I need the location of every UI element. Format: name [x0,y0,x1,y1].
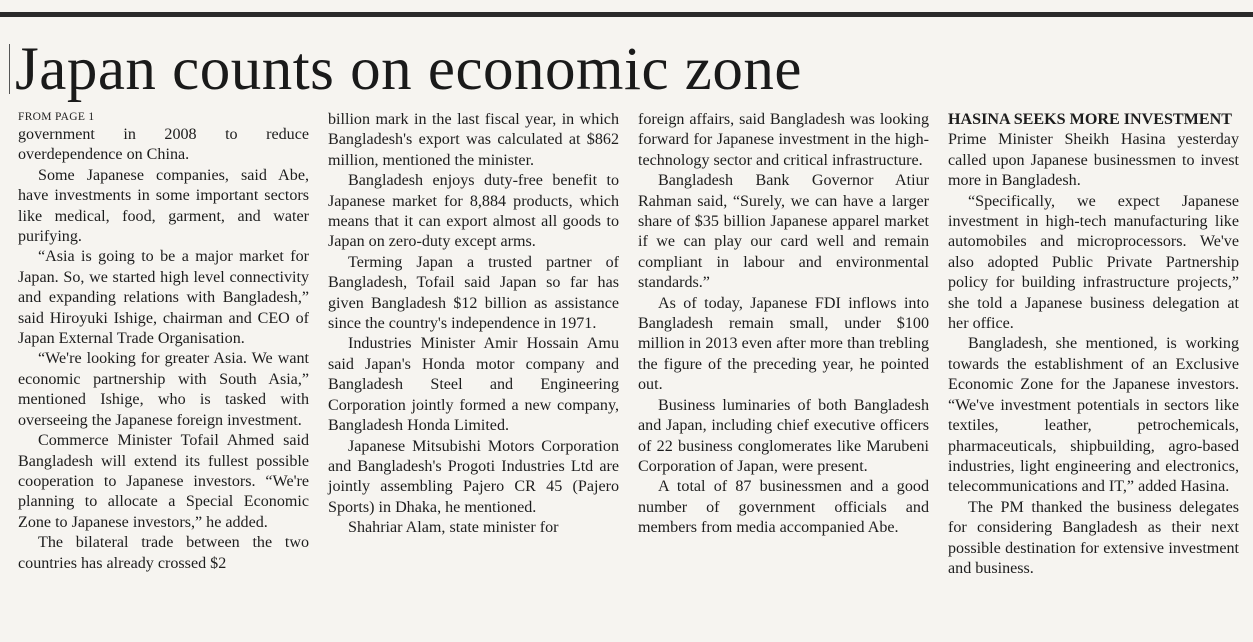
headline: Japan counts on economic zone [15,36,802,103]
paragraph: As of today, Japanese FDI inflows into Bangladesh remain small, under $100 million in 2013 even after more than trebling the figure of the preceding year, he pointed out. [638,294,929,394]
paragraph: “Asia is going to be a major market for Japan. So, we started high level connectivity and expanding relations with Bangladesh,” said Hiroyuki Ishige, chairman and CEO of Japan External Trade Organisation. [18,248,309,348]
headline-side-rule [9,44,10,94]
column-1 [18,110,309,574]
section-subhead: HASINA SEEKS MORE INVESTMENT [948,111,1232,128]
column-4 [948,110,1239,579]
paragraph: Bangladesh, she mentioned, is working towards the establishment of an Exclusive Economic Zone for the Japanese investors. “We've investment potentials in sectors like textiles, leather, petrochemicals, pharmaceuticals, shipbuilding, agro-based industries, light engineering and electronics, telecommunications and IT,” added Hasina. [948,335,1239,496]
paragraph: A total of 87 businessmen and a good number of government officials and members from media accompanied Abe. [638,478,929,537]
paragraph: Business luminaries of both Bangladesh and Japan, including chief executive officers of 22 business conglomerates like Marubeni Corporation of Japan, were present. [638,396,929,475]
top-rule [0,12,1253,17]
paragraph: government in 2008 to reduce overdependence on China. [18,126,309,164]
paragraph: Some Japanese companies, said Abe, have investments in some important sectors like medical, food, garment, and water purifying. [18,166,309,246]
paragraph: Bangladesh enjoys duty-free benefit to Japanese market for 8,884 products, which means that it can export almost all goods to Japan on zero-duty except arms. [328,172,619,251]
paragraph: Shahriar Alam, state minister for [348,519,559,537]
paragraph: The bilateral trade between the two countries has already crossed $2 [18,534,309,572]
paragraph: “Specifically, we expect Japanese investment in high-tech manufacturing like automobiles and microprocessors. We've also adopted Public Private Partnership policy for building infrastructure projects,” she told a Japanese business delegation at her office. [948,192,1239,333]
paragraph: Japanese Mitsubishi Motors Corporation and Bangladesh's Progoti Industries Ltd are jointly assembling Pajero CR 45 (Pajero Sports) in Dhaka, he mentioned. [328,437,619,516]
column-2 [328,110,619,539]
paragraph: foreign affairs, said Bangladesh was looking forward for Japanese investment in the high-technology sector and critical infrastructure. [638,111,929,169]
paragraph: “We're looking for greater Asia. We want economic partnership with South Asia,” mentioned Ishige, who is tasked with overseeing the Japanese foreign investment. [18,350,309,429]
paragraph: billion mark in the last fiscal year, in which Bangladesh's export was calculated at $862 million, mentioned the minister. [328,111,619,169]
paragraph: Prime Minister Sheikh Hasina yesterday called upon Japanese businessmen to invest more in Bangladesh. [948,131,1239,190]
paragraph: Terming Japan a trusted partner of Bangladesh, Tofail said Japan so far has given Bangladesh $12 billion as assistance since the country's independence in 1971. [328,253,619,333]
paragraph: The PM thanked the business delegates for considering Bangladesh as their next possible destination for extensive investment and business. [948,498,1239,577]
column-3 [638,110,929,539]
kicker: FROM PAGE 1 [18,111,95,123]
paragraph: Industries Minister Amir Hossain Amu said Japan's Honda motor company and Bangladesh Steel and Engineering Corporation jointly formed a new company, Bangladesh Honda Limited. [328,335,619,435]
paragraph: Bangladesh Bank Governor Atiur Rahman said, “Surely, we can have a larger share of $35 billion Japanese apparel market if we can play our card well and remain compliant in labour and environmental standards.” [638,172,929,292]
paragraph: Commerce Minister Tofail Ahmed said Bangladesh will extend its fullest possible cooperation to Japanese investors. “We're planning to allocate a Special Economic Zone to Japanese investors,” he added. [18,432,309,531]
